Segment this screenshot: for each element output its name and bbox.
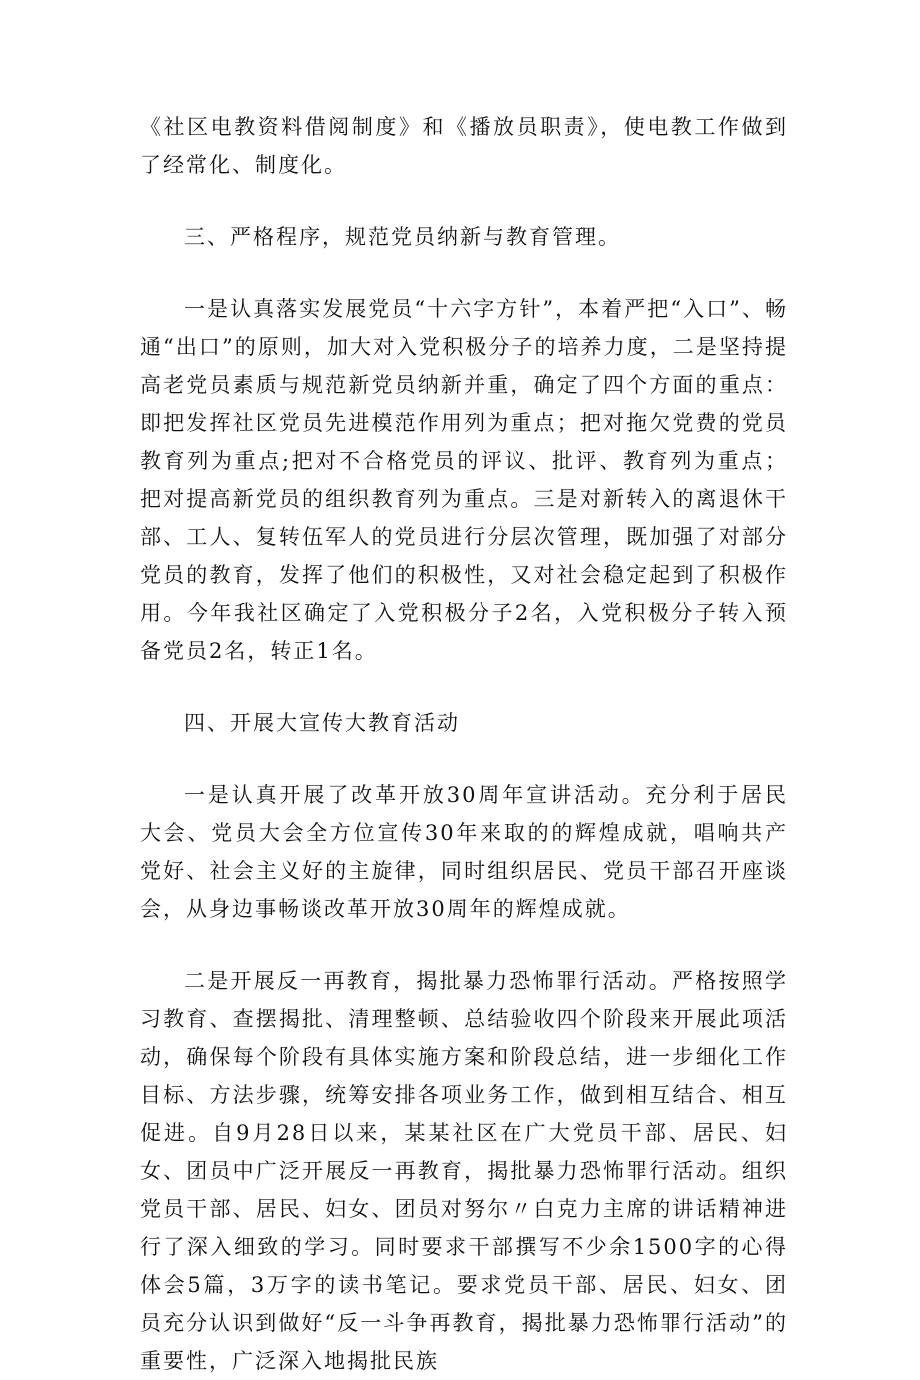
paragraph-reform-anniversary: 一是认真开展了改革开放30周年宣讲活动。充分利于居民大会、党员大会全方位宣传30年来取的的辉煌成就，唱响共产党好、社会主义好的主旋律，同时组织居民、党员干部召开座谈会，从身边事畅谈改革开放30周年的辉煌成就。 — [140, 783, 788, 921]
heading-section-four: 四、开展大宣传大教育活动 — [184, 711, 460, 735]
heading-section-three: 三、严格程序，规范党员纳新与教育管理。 — [184, 225, 621, 249]
paragraph-party-membership: 一是认真落实发展党员“十六字方针”，本着严把“入口”、畅通“出口”的原则，加大对入党积极分子的培养力度，二是坚持提高老党员素质与规范新党员纳新并重，确定了四个方面的重点：即把发挥社区党员先进模范作用列为重点；把对拖欠党费的党员教育列为重点;把对不合格党员的评议、批评、教育列为重点；把对提高新党员的组织教育列为重点。三是对新转入的离退休干部、工人、复转伍军人的党员进行分层次管理，既加强了对部分党员的教育，发挥了他们的积极性，又对社会稳定起到了积极作用。今年我社区确定了入党积极分子2名，入党积极分子转入预备党员2名，转正1名。 — [140, 297, 788, 663]
document-page — [140, 108, 788, 1380]
paragraph-anti-terror-education: 二是开展反一再教育，揭批暴力恐怖罪行活动。严格按照学习教育、查摆揭批、清理整顿、总结验收四个阶段来开展此项活动，确保每个阶段有具体实施方案和阶段总结，进一步细化工作目标、方法步骤，统筹安排各项业务工作，做到相互结合、相互促进。自9月28日以来，某某社区在广大党员干部、居民、妇女、团员中广泛开展反一再教育，揭批暴力恐怖罪行活动。组织党员干部、居民、妇女、团员对努尔〃白克力主席的讲话精神进行了深入细致的学习。同时要求干部撰写不少余1500字的心得体会5篇，3万字的读书笔记。要求党员干部、居民、妇女、团员充分认识到做好“反一斗争再教育，揭批暴力恐怖罪行活动”的重要性，广泛深入地揭批民族 — [140, 969, 788, 1373]
paragraph-regulations: 《社区电教资料借阅制度》和《播放员职责》，使电教工作做到了经常化、制度化。 — [140, 115, 788, 177]
